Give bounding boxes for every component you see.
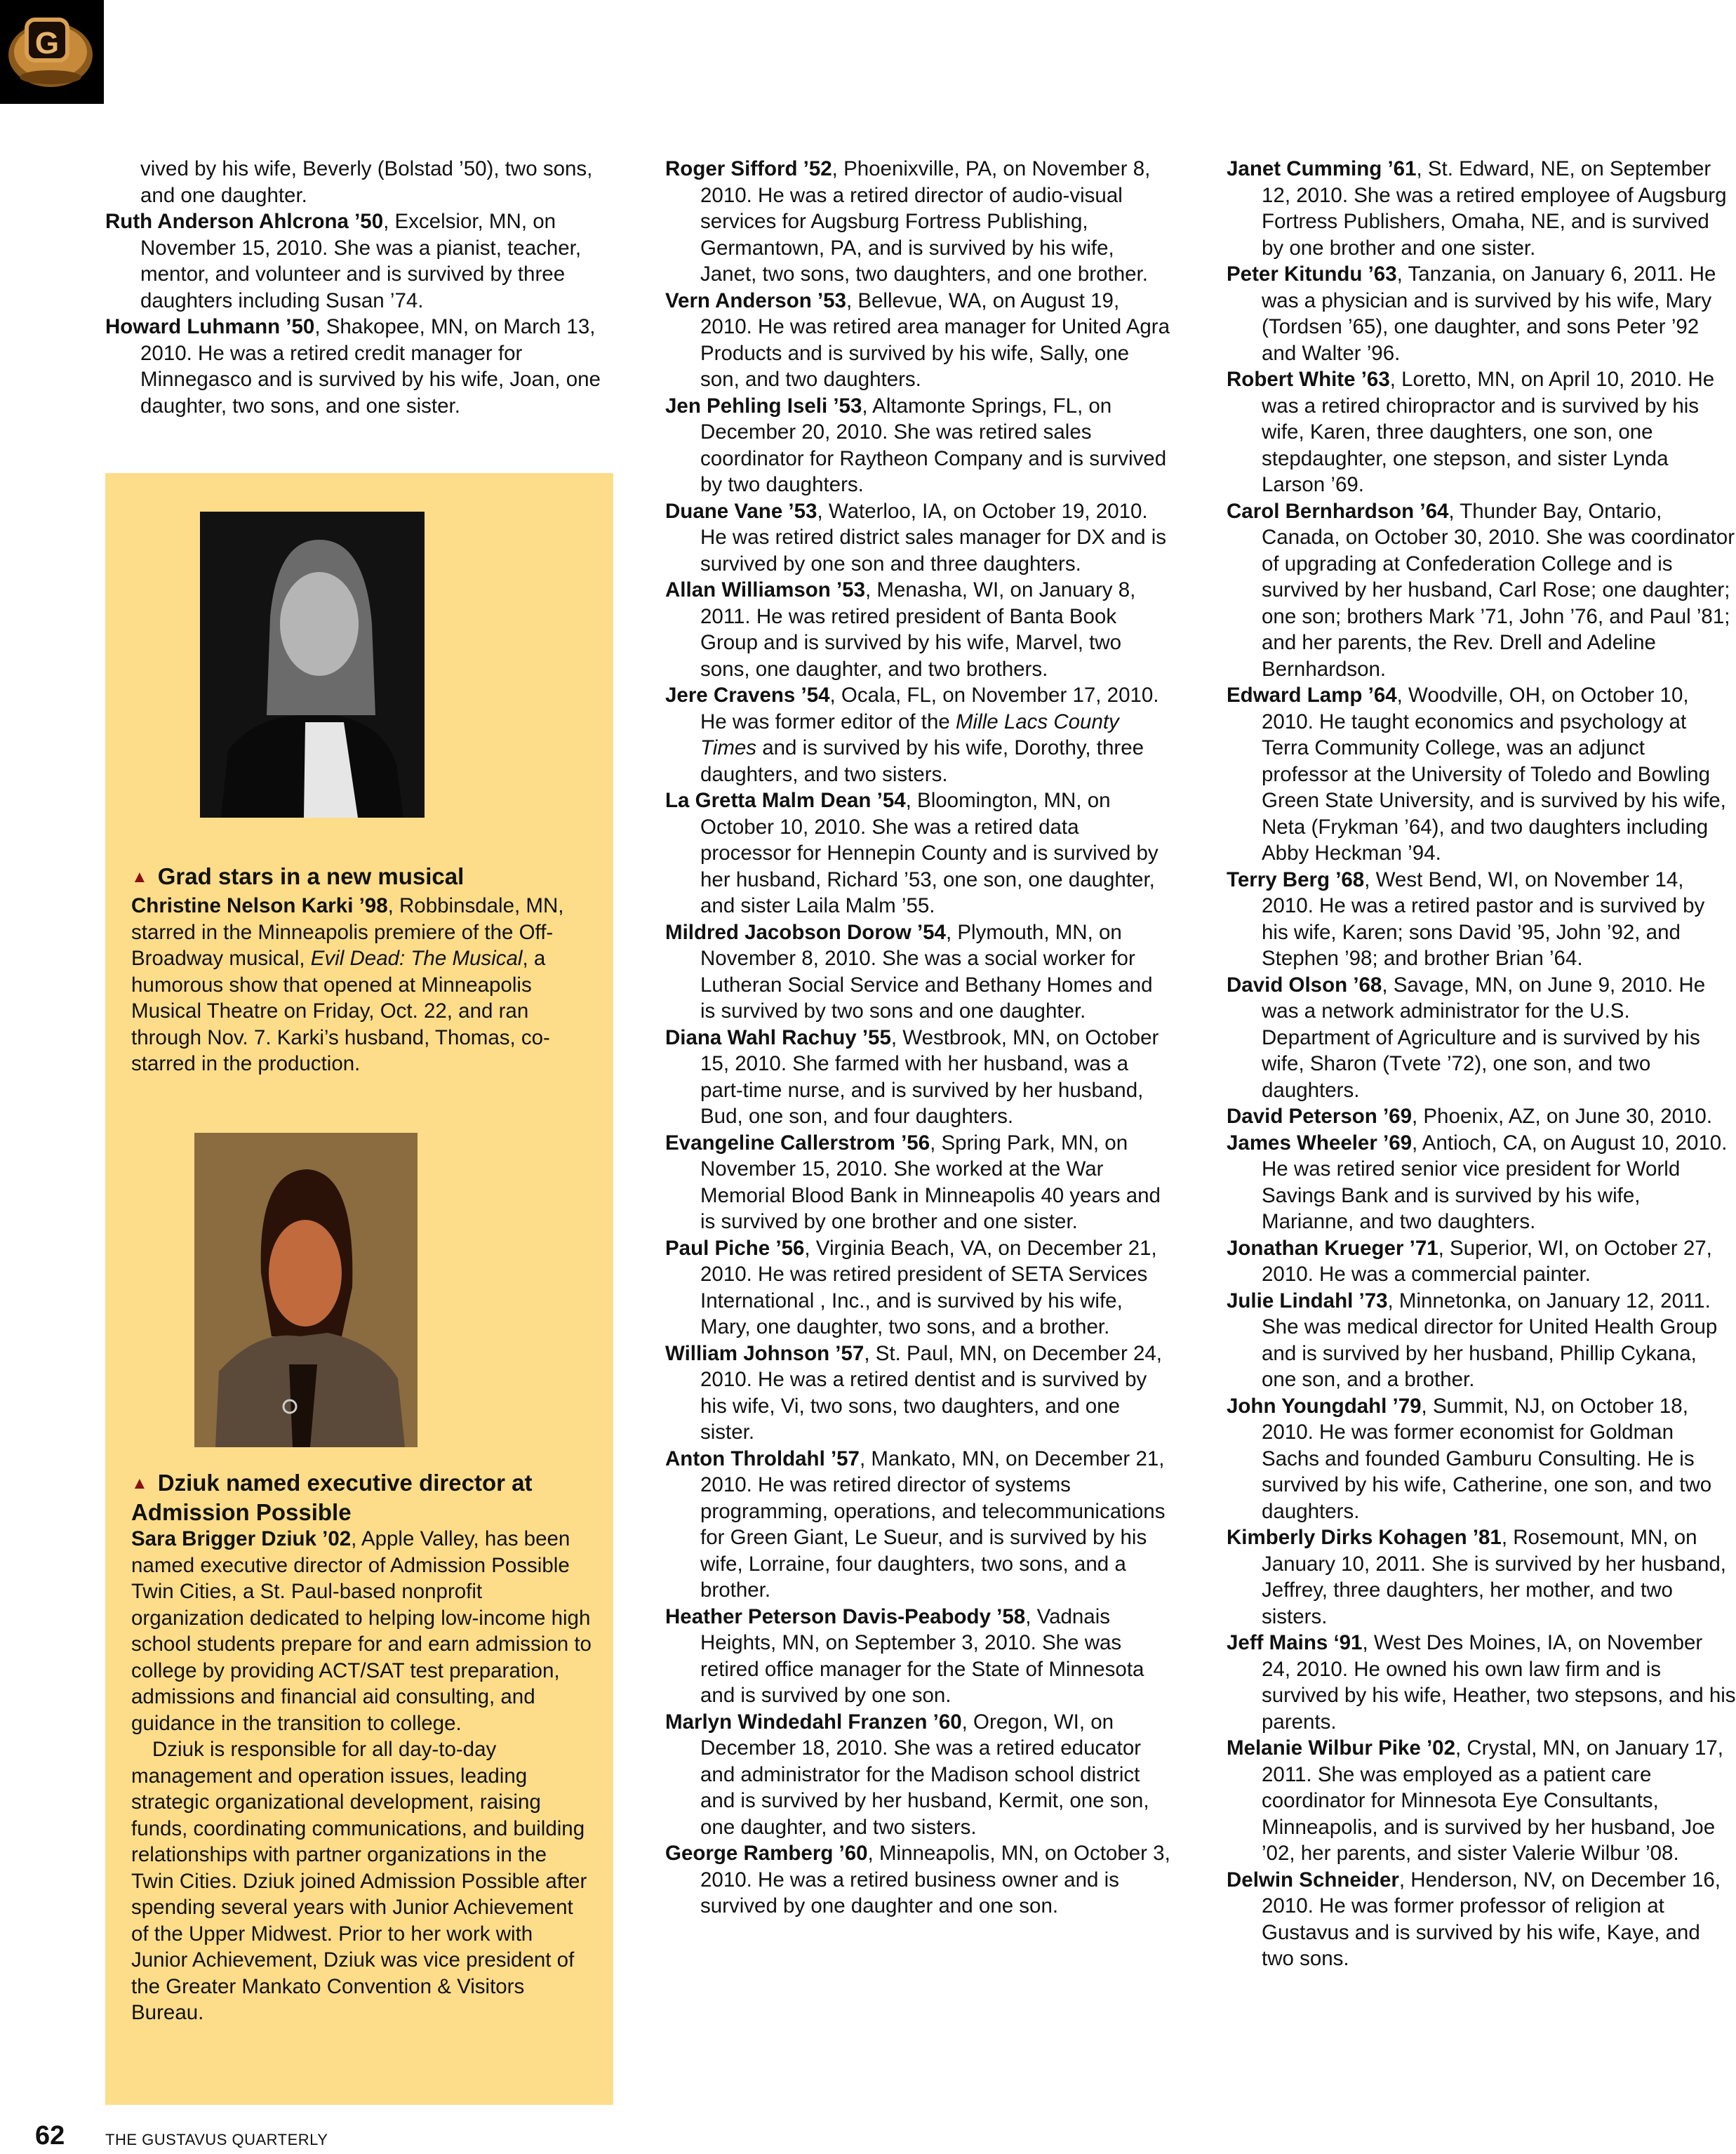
obituary-name: Jonathan Krueger ’71: [1227, 1236, 1438, 1260]
dziuk-story: [131, 1470, 594, 2026]
obituary-name: Duane Vane ’53: [665, 499, 817, 523]
obituary-entry: Terry Berg ’68, West Bend, WI, on November 14, 2010. He was a retired pastor and is survived by his wife, Karen; sons David ’95, John ’92, and Stephen ’98; and brother Brian ’64.: [1227, 867, 1705, 970]
triangle-bullet-icon: ▲: [131, 1474, 148, 1493]
obituary-entry: Carol Bernhardson ’64, Thunder Bay, Ontario, Canada, on October 30, 2010. She was coordinator of upgrading at Confederation College and is survived by her husband, Carl Rose; one daughter; one son; brothers Mark ’71, John ’76, and Paul ’81; and her parents, the Rev. Drell and Adeline Bernhardson.: [1227, 499, 1735, 681]
triangle-bullet-icon: ▲: [131, 867, 148, 886]
obituary-column-3: [1227, 156, 1736, 1972]
obituary-name: Mildred Jacobson Dorow ’54: [665, 920, 946, 944]
story-headline: ▲ Dziuk named executive director at Admission Possible: [131, 1470, 533, 1525]
class-ring-logo: [0, 0, 104, 104]
obituary-entry: David Peterson ’69, Phoenix, AZ, on June 30, 2010.: [1227, 1105, 1713, 1128]
obituary-name: Marlyn Windedahl Franzen ’60: [665, 1710, 962, 1734]
obituary-name: Carol Bernhardson ’64: [1227, 499, 1449, 523]
obituary-entry: La Gretta Malm Dean ’54, Bloomington, MN, on October 10, 2010. She was a retired data processor for Hennepin County and is survived by her husband, Richard ’53, one son, one daughter, and sister Laila Malm ’55.: [665, 789, 1159, 917]
story-headline: ▲ Grad stars in a new musical: [131, 863, 465, 889]
obituary-entry: Janet Cumming ’61, St. Edward, NE, on September 12, 2010. She was a retired employee of Augsburg Fortress Publishers, Omaha, NE, and is survived by one brother and one sister.: [1227, 157, 1727, 260]
portrait-image: [194, 1133, 418, 1447]
obituary-entry: Roger Sifford ’52, Phoenixville, PA, on November 8, 2010. He was a retired director of audio-visual services for Augsburg Fortress Publishing, Germantown, PA, and is survived by his wife, Janet, two sons, two daughters, and one brother.: [665, 157, 1151, 286]
obituary-entry: Jeff Mains ‘91, West Des Moines, IA, on November 24, 2010. He owned his own law firm and is survived by his wife, Heather, two stepsons, and his parents.: [1227, 1631, 1736, 1734]
grad-stars-story: [131, 863, 594, 1077]
obituary-entry: Howard Luhmann ’50, Shakopee, MN, on March 13, 2010. He was a retired credit manager for Minnegasco and is survived by his wife, Joan, one daughter, two sons, and one sister.: [105, 315, 601, 418]
class-ring-g-icon: [0, 0, 104, 104]
obituary-entry: Vern Anderson ’53, Bellevue, WA, on August 19, 2010. He was retired area manager for United Agra Products and is survived by his wife, Sally, one son, and two daughters.: [665, 288, 1170, 391]
obituary-name: Evangeline Callerstrom ’56: [665, 1131, 930, 1155]
obituary-name: Janet Cumming ’61: [1227, 157, 1417, 180]
obituary-name: Edward Lamp ’64: [1227, 684, 1397, 707]
obituary-name: Ruth Anderson Ahlcrona ’50: [105, 210, 384, 233]
obituary-entry: Peter Kitundu ’63, Tanzania, on January 6, 2011. He was a physician and is survived by his wife, Mary (Tordsen ’65), one daughter, and sons Peter ’92 and Walter ’96.: [1227, 262, 1716, 365]
obituary-entry: Jonathan Krueger ’71, Superior, WI, on October 27, 2010. He was a commercial painter.: [1227, 1236, 1712, 1286]
obituary-entry: Melanie Wilbur Pike ’02, Crystal, MN, on January 17, 2011. She was employed as a patient care coordinator for Minnesota Eye Consultants, Minneapolis, and is survived by her husband, Joe ’02, her parents, and sister Valerie Wilbur ’08.: [1227, 1736, 1723, 1865]
obituary-name: Melanie Wilbur Pike ’02: [1227, 1736, 1455, 1760]
obituary-entry: Ruth Anderson Ahlcrona ’50, Excelsior, MN, on November 15, 2010. She was a pianist, teacher, mentor, and volunteer and is survived by three daughters including Susan ’74.: [105, 210, 582, 312]
obituary-name: Kimberly Dirks Kohagen ’81: [1227, 1526, 1502, 1549]
obituary-name: Diana Wahl Rachuy ’55: [665, 1025, 891, 1049]
obituary-name: Heather Peterson Davis-Peabody ’58: [665, 1604, 1026, 1628]
obituary-entry: William Johnson ’57, St. Paul, MN, on December 24, 2010. He was a retired dentist and is survived by his wife, Vi, two sons, two daughters, and one sister.: [665, 1341, 1162, 1444]
obituary-name: Allan Williamson ’53: [665, 578, 865, 601]
obituary-entry: Robert White ’63, Loretto, MN, on April 10, 2010. He was a retired chiropractor and is survived by his wife, Karen, three daughters, one son, one stepdaughter, one stepson, and sister Lynda Larson ’69.: [1227, 368, 1715, 496]
story-name: Sara Brigger Dziuk ’02: [131, 1527, 352, 1550]
obituary-name: Jen Pehling Iseli ’53: [665, 394, 862, 418]
obituary-name: Paul Piche ’56: [665, 1236, 805, 1260]
obituary-name: Delwin Schneider: [1227, 1868, 1399, 1892]
obituary-name: Jere Cravens ’54: [665, 684, 830, 707]
obituary-name: David Olson ’68: [1227, 973, 1382, 997]
story-body: Dziuk is responsible for all day-to-day management and operation issues, leading strategic organizational development, raising funds, coordinating communications, and building relationships with partner organizations in the Twin Cities. Dziuk joined Admission Possible after spending several years with Junior Achievement of the Upper Midwest. Prior to her work with Junior Achievement, Dziuk was vice president of the Greater Mankato Convention & Visitors Bureau.: [131, 1738, 587, 2024]
obituary-name: La Gretta Malm Dean ’54: [665, 789, 906, 812]
obituary-name: George Ramberg ’60: [665, 1842, 868, 1865]
obituary-entry: John Youngdahl ’79, Summit, NJ, on October 18, 2010. He was former economist for Goldman Sachs and founded Gamburu Consulting. He is survived by his wife, Catherine, one son, and two daughters.: [1227, 1394, 1712, 1523]
obituary-entry: Evangeline Callerstrom ’56, Spring Park, MN, on November 15, 2010. She worked at the War Memorial Blood Bank in Minneapolis 40 years and is survived by one brother and one sister.: [665, 1131, 1161, 1233]
obituary-name: David Peterson ’69: [1227, 1105, 1412, 1128]
obituary-name: Robert White ’63: [1227, 368, 1390, 391]
obituary-name: Terry Berg ’68: [1227, 867, 1365, 891]
christine-karki-photo: [200, 512, 425, 818]
obituary-entry: Jen Pehling Iseli ’53, Altamonte Springs, FL, on December 20, 2010. She was retired sales coordinator for Raytheon Company and is survived by two daughters.: [665, 394, 1167, 496]
obituary-entry: Heather Peterson Davis-Peabody ’58, Vadnais Heights, MN, on September 3, 2010. She was retired office manager for the State of Minnesota and is survived by one son.: [665, 1604, 1144, 1707]
obituary-name: John Youngdahl ’79: [1227, 1394, 1422, 1418]
obituary-entry: Anton Throldahl ’57, Mankato, MN, on December 21, 2010. He was retired director of systems programming, operations, and telecommunications for Green Giant, Le Sueur, and is survived by his wife, Lorraine, four daughters, two sons, and a brother.: [665, 1447, 1166, 1602]
obituary-entry: Jere Cravens ’54, Ocala, FL, on November 17, 2010. He was former editor of the Mille Lacs County Times and is survived by his wife, Dorothy, three daughters, and two sisters.: [665, 684, 1159, 786]
story-body: Christine Nelson Karki ’98, Robbinsdale, MN, starred in the Minneapolis premiere of the Off-Broadway musical, Evil Dead: The Musical, a humorous show that opened at Minneapolis Musical Theatre on Friday, Oct. 22, and ran through Nov. 7. Karki’s husband, Thomas, co-starred in the production.: [131, 894, 564, 1075]
obituary-entry: Julie Lindahl ’73, Minnetonka, on January 12, 2011. She was medical director for United Health Group and is survived by her husband, Phillip Cykana, one son, and a brother.: [1227, 1289, 1718, 1391]
publication-title: THE GUSTAVUS QUARTERLY: [105, 2131, 328, 2148]
obituary-entry: Allan Williamson ’53, Menasha, WI, on January 8, 2011. He was retired president of Banta Book Group and is survived by his wife, Marvel, two sons, one daughter, and two brothers.: [665, 578, 1136, 681]
obituary-entry: Duane Vane ’53, Waterloo, IA, on October 19, 2010. He was retired district sales manager for DX and is survived by one son and three daughters.: [665, 499, 1167, 576]
story-body: Sara Brigger Dziuk ’02, Apple Valley, has been named executive director of Admission Possible Twin Cities, a St. Paul-based nonprofit organization dedicated to helping low-income high school students prepare for and earn admission to college by providing ACT/SAT test preparation, admissions and financial aid consulting, and guidance in the transition to college.: [131, 1527, 592, 1735]
sara-dziuk-photo: [194, 1133, 418, 1447]
obituary-entry: Marlyn Windedahl Franzen ’60, Oregon, WI, on December 18, 2010. She was a retired educator and administrator for the Madison school district and is survived by her husband, Kermit, one son, one daughter, and two sisters.: [665, 1710, 1149, 1839]
obituary-name: Jeff Mains ‘91: [1227, 1631, 1363, 1654]
obituary-name: James Wheeler ’69: [1227, 1131, 1413, 1155]
obituary-entry: Diana Wahl Rachuy ’55, Westbrook, MN, on October 15, 2010. She farmed with her husband, was a part-time nurse, and is survived by her husband, Bud, one son, and four daughters.: [665, 1025, 1159, 1128]
obituary-name: William Johnson ’57: [665, 1341, 864, 1365]
obituary-entry: Mildred Jacobson Dorow ’54, Plymouth, MN, on November 8, 2010. She was a social worker for Lutheran Social Service and Bethany Homes and is survived by two sons and one daughter.: [665, 920, 1153, 1023]
obituary-name: Peter Kitundu ’63: [1227, 262, 1397, 286]
obituary-name: Howard Luhmann ’50: [105, 315, 315, 338]
svg-text:G: G: [34, 26, 60, 60]
obituary-entry: Edward Lamp ’64, Woodville, OH, on October 10, 2010. He taught economics and psychology at Terra Community College, was an adjunct professor at the University of Toledo and Bowling Green State University, and is survived by his wife, Neta (Frykman ’64), and two daughters including Abby Heckman ’94.: [1227, 684, 1726, 865]
story-name: Christine Nelson Karki ’98: [131, 894, 388, 917]
news-sidebar: [105, 473, 613, 2105]
obituary-column-2: [665, 156, 1170, 1920]
obituary-entry: Delwin Schneider, Henderson, NV, on December 16, 2010. He was former professor of religion at Gustavus and is survived by his wife, Kaye, and two sons.: [1227, 1868, 1721, 1970]
obituary-column-1: [105, 156, 617, 419]
obituary-name: Roger Sifford ’52: [665, 157, 832, 180]
obituary-entry: James Wheeler ’69, Antioch, CA, on August 10, 2010. He was retired senior vice president for World Savings Bank and is survived by his wife, Marianne, and two daughters.: [1227, 1131, 1728, 1233]
page-number: 62: [35, 2121, 65, 2150]
obituary-entry: Paul Piche ’56, Virginia Beach, VA, on December 21, 2010. He was retired president of SETA Services International , Inc., and is survived by his wife, Mary, one daughter, two sons, and a brother.: [665, 1236, 1157, 1338]
obituary-name: Vern Anderson ’53: [665, 288, 846, 312]
obituary-name: Anton Throldahl ’57: [665, 1447, 860, 1470]
obituary-entry: David Olson ’68, Savage, MN, on June 9, 2010. He was a network administrator for the U.S. Department of Agriculture and is survived by his wife, Sharon (Tvete ’72), one son, and two daughters.: [1227, 973, 1706, 1102]
obituary-entry: George Ramberg ’60, Minneapolis, MN, on October 3, 2010. He was a retired business owner and is survived by one daughter and one son.: [665, 1842, 1170, 1917]
obituary-entry: vived by his wife, Beverly (Bolstad ’50), two sons, and one daughter.: [140, 157, 593, 207]
obituary-name: Julie Lindahl ’73: [1227, 1289, 1388, 1312]
obituary-entry: Kimberly Dirks Kohagen ’81, Rosemount, MN, on January 10, 2011. She is survived by her husband, Jeffrey, three daughters, her mother, and two sisters.: [1227, 1526, 1726, 1628]
portrait-image: [200, 512, 425, 818]
